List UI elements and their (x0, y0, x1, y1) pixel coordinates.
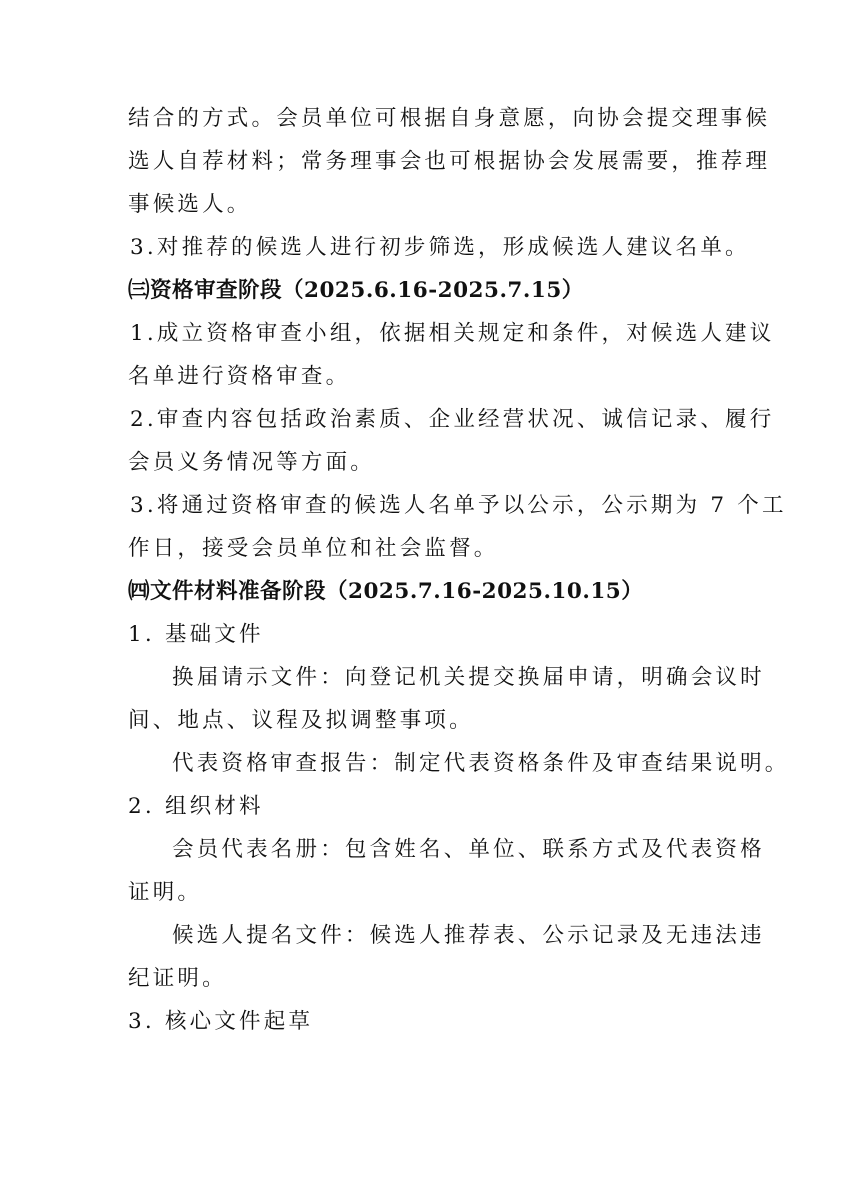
paragraph-line: 证明。 (128, 880, 203, 905)
paragraph-line: 作日，接受会员单位和社会监督。 (128, 536, 499, 561)
section-heading-4: ㈣文件材料准备阶段（2025.7.16-2025.10.15） (128, 579, 644, 604)
paragraph-line: 换届请示文件：向登记机关提交换届申请，明确会议时 (172, 665, 765, 690)
paragraph-line: 候选人提名文件：候选人推荐表、公示记录及无违法违 (172, 923, 765, 948)
paragraph-line: 结合的方式。会员单位可根据自身意愿，向协会提交理事候 (128, 106, 771, 131)
subsection-heading: 1. 基础文件 (128, 622, 264, 647)
subsection-heading: 2. 组织材料 (128, 794, 264, 819)
paragraph-line: 名单进行资格审查。 (128, 364, 351, 389)
subsection-heading: 3. 核心文件起草 (128, 1009, 314, 1034)
paragraph-line: 选人自荐材料；常务理事会也可根据协会发展需要，推荐理 (128, 149, 771, 174)
paragraph-line: 代表资格审查报告：制定代表资格条件及审查结果说明。 (172, 751, 790, 776)
list-item: 3.将通过资格审查的候选人名单予以公示，公示期为 7 个工 (130, 493, 787, 518)
paragraph-line: 间、地点、议程及拟调整事项。 (128, 708, 474, 733)
paragraph-line: 纪证明。 (128, 966, 227, 991)
paragraph-line: 会员义务情况等方面。 (128, 450, 376, 475)
list-item: 1.成立资格审查小组，依据相关规定和条件，对候选人建议 (130, 321, 775, 346)
paragraph-line: 事候选人。 (128, 192, 252, 217)
list-item: 2.审查内容包括政治素质、企业经营状况、诚信记录、履行 (130, 407, 775, 432)
list-item: 3.对推荐的候选人进行初步筛选，形成候选人建议名单。 (130, 235, 750, 260)
section-heading-3: ㈢资格审查阶段（2025.6.16-2025.7.15） (128, 278, 584, 303)
paragraph-line: 会员代表名册：包含姓名、单位、联系方式及代表资格 (172, 837, 765, 862)
